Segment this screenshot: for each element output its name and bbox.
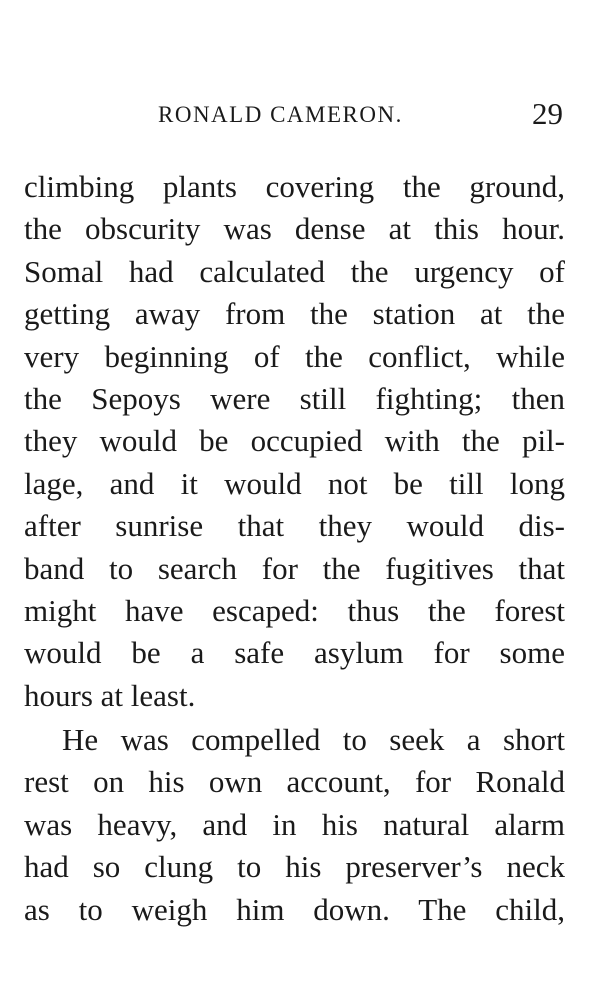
text-line: would be a safe asylum for some [24,635,565,671]
text-line: might have escaped: thus the forest [24,592,565,628]
text-line: getting away from the station at the [24,296,565,332]
running-title: RONALD CAMERON. [158,102,403,127]
text-line: the Sepoys were still fighting; then [24,380,565,416]
text-line: was heavy, and in his natural alarm [24,806,565,842]
text-line: climbing plants covering the ground, [24,169,565,204]
paragraph-1 [24,166,565,717]
text-line: He was compelled to seek a short [62,722,565,758]
page-number: 29 [532,96,563,131]
text-line: they would be occupied with the pil- [24,423,565,459]
text-line: had so clung to his preserver’s neck [24,849,565,885]
text-line: hours at least. [24,677,196,713]
text-line: rest on his own account, for Ronald [24,764,565,800]
text-line: after sunrise that they would dis- [24,508,565,544]
text-line: lage, and it would not be till long [24,465,565,501]
body-text [24,166,565,931]
text-line: band to search for the fugitives that [24,550,565,586]
running-head [158,96,563,136]
text-line: Somal had calculated the urgency of [24,253,565,289]
paragraph-2 [24,719,565,931]
text-line: as to weigh him down. The child, [24,891,565,927]
text-line: the obscurity was dense at this hour. [24,211,565,247]
text-line: very beginning of the conflict, while [24,338,565,374]
